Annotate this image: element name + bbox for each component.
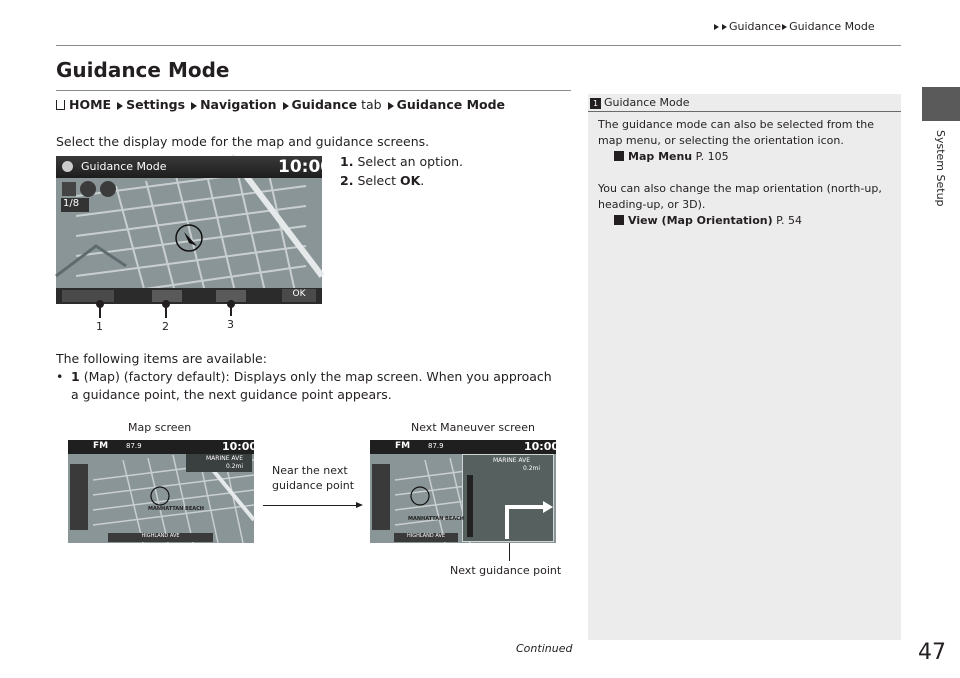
callout-ref-1	[614, 149, 729, 165]
callout-title: Guidance Mode	[604, 96, 690, 109]
ref-map-menu[interactable]: Map Menu	[628, 150, 693, 163]
callout-ref-2	[614, 213, 802, 229]
area-label: MANHATTAN BEACH	[148, 506, 204, 512]
path-settings: Settings	[126, 97, 186, 112]
chapter-tab	[922, 87, 960, 121]
next-street-panel	[186, 454, 252, 472]
next-maneuver-screen-image	[370, 440, 560, 543]
path-navigation: Navigation	[200, 97, 277, 112]
distance-bar	[467, 475, 473, 537]
screen-title: Guidance Mode	[81, 160, 167, 173]
continued-label: Continued	[516, 642, 573, 655]
back-icon[interactable]	[62, 161, 73, 172]
page-number: 47	[918, 640, 946, 665]
marker-dot	[96, 300, 104, 308]
map-screen-image	[68, 440, 258, 543]
area-label: MANHATTAN BEACH	[408, 516, 464, 522]
item-text: (Map) (factory default): Displays only the map screen. When you approach a guidance point, the next guidance point appears.	[71, 369, 552, 402]
breadcrumb	[713, 20, 875, 33]
breadcrumb-guidance: Guidance	[729, 20, 782, 33]
transition-arrow-line	[263, 505, 357, 506]
orientation-icon[interactable]	[80, 181, 96, 197]
step-1	[340, 153, 463, 171]
page-title: Guidance Mode	[56, 58, 230, 82]
header-rule	[56, 45, 901, 46]
step-number: 2.	[340, 173, 354, 188]
status-bar	[370, 440, 560, 454]
callout-paragraph-2: You can also change the map orientation (north-up, heading-up, or 3D).	[598, 182, 882, 211]
radio-band: FM	[395, 441, 411, 451]
marker-2: 2	[162, 320, 169, 333]
current-street: HIGHLAND AVE	[108, 533, 213, 542]
street-name: MARINE AVE	[493, 457, 531, 464]
ok-button[interactable]: OK	[282, 289, 316, 302]
marker-dot	[162, 300, 170, 308]
item-1	[71, 368, 561, 404]
guidance-mode-screen	[56, 156, 333, 304]
chapter-label-text: System Setup	[934, 130, 947, 207]
screen-title-bar	[56, 156, 333, 178]
menu-path	[56, 97, 505, 112]
next-guidance-point-label: Next guidance point	[450, 564, 562, 577]
callout-paragraph-1: The guidance mode can also be selected from the map menu, or selecting the orientation icon.	[598, 118, 874, 147]
ref-view-orientation[interactable]: View (Map Orientation)	[628, 214, 773, 227]
distance: 0.2mi	[226, 463, 244, 470]
marker-3: 3	[227, 318, 234, 331]
step-text: Select an option.	[357, 154, 464, 169]
ref-page: P. 105	[695, 150, 729, 163]
title-rule	[56, 90, 571, 91]
arrow-icon	[283, 102, 289, 110]
transition-arrow-head	[356, 502, 363, 508]
next-maneuver-label: Next Maneuver screen	[411, 421, 535, 434]
marker-dot	[227, 300, 235, 308]
map-scale: 1/8	[61, 198, 89, 212]
ref-icon	[614, 215, 624, 225]
arrow-icon	[117, 102, 123, 110]
breadcrumb-guidance-mode: Guidance Mode	[789, 20, 875, 33]
step-end: .	[420, 173, 425, 188]
ok-label: OK	[399, 173, 421, 188]
zoom-icon[interactable]	[100, 181, 116, 197]
callout-box	[588, 94, 901, 640]
status-bar	[68, 440, 258, 454]
path-tab: tab	[361, 97, 382, 112]
compass-icon[interactable]	[62, 182, 76, 196]
note-icon: 1	[590, 98, 601, 109]
arrow-icon	[191, 102, 197, 110]
street-name: MARINE AVE	[206, 455, 244, 462]
ref-page: P. 54	[776, 214, 803, 227]
arrow-icon	[722, 24, 727, 30]
marker-1: 1	[96, 320, 103, 333]
home-icon	[56, 100, 65, 110]
step-2	[340, 172, 424, 190]
arrow-icon	[388, 102, 394, 110]
left-controls	[372, 464, 390, 530]
available-intro: The following items are available:	[56, 351, 267, 366]
maneuver-arrow-icon	[477, 477, 553, 539]
map-screen-label: Map screen	[128, 421, 192, 434]
map-graphic	[56, 156, 322, 304]
callout-header	[588, 94, 901, 112]
clock: 10:00	[524, 440, 560, 453]
path-home: HOME	[69, 97, 112, 112]
current-street: HIGHLAND AVE	[394, 533, 458, 542]
step-text: Select	[357, 173, 400, 188]
step-number: 1.	[340, 154, 354, 169]
radio-frequency: 87.9	[126, 442, 142, 450]
chapter-label	[922, 130, 960, 250]
distance: 0.2mi	[523, 465, 541, 472]
radio-frequency: 87.9	[428, 442, 444, 450]
pointer-line	[509, 543, 510, 561]
radio-band: FM	[93, 441, 109, 451]
clock: 10:00	[222, 440, 258, 453]
path-guidance: Guidance	[291, 97, 358, 112]
clock: 10:00	[278, 157, 333, 177]
path-guidance-mode: Guidance Mode	[396, 97, 506, 112]
bullet: •	[56, 369, 64, 384]
left-controls	[70, 464, 88, 530]
intro-text: Select the display mode for the map and guidance screens.	[56, 134, 430, 149]
ref-icon	[614, 151, 624, 161]
option-map-button[interactable]	[62, 290, 114, 302]
item-number: 1	[71, 369, 80, 384]
arrow-icon	[714, 24, 719, 30]
near-next-label: Near the next guidance point	[272, 464, 355, 492]
arrow-icon	[782, 24, 787, 30]
maneuver-panel	[462, 454, 554, 542]
